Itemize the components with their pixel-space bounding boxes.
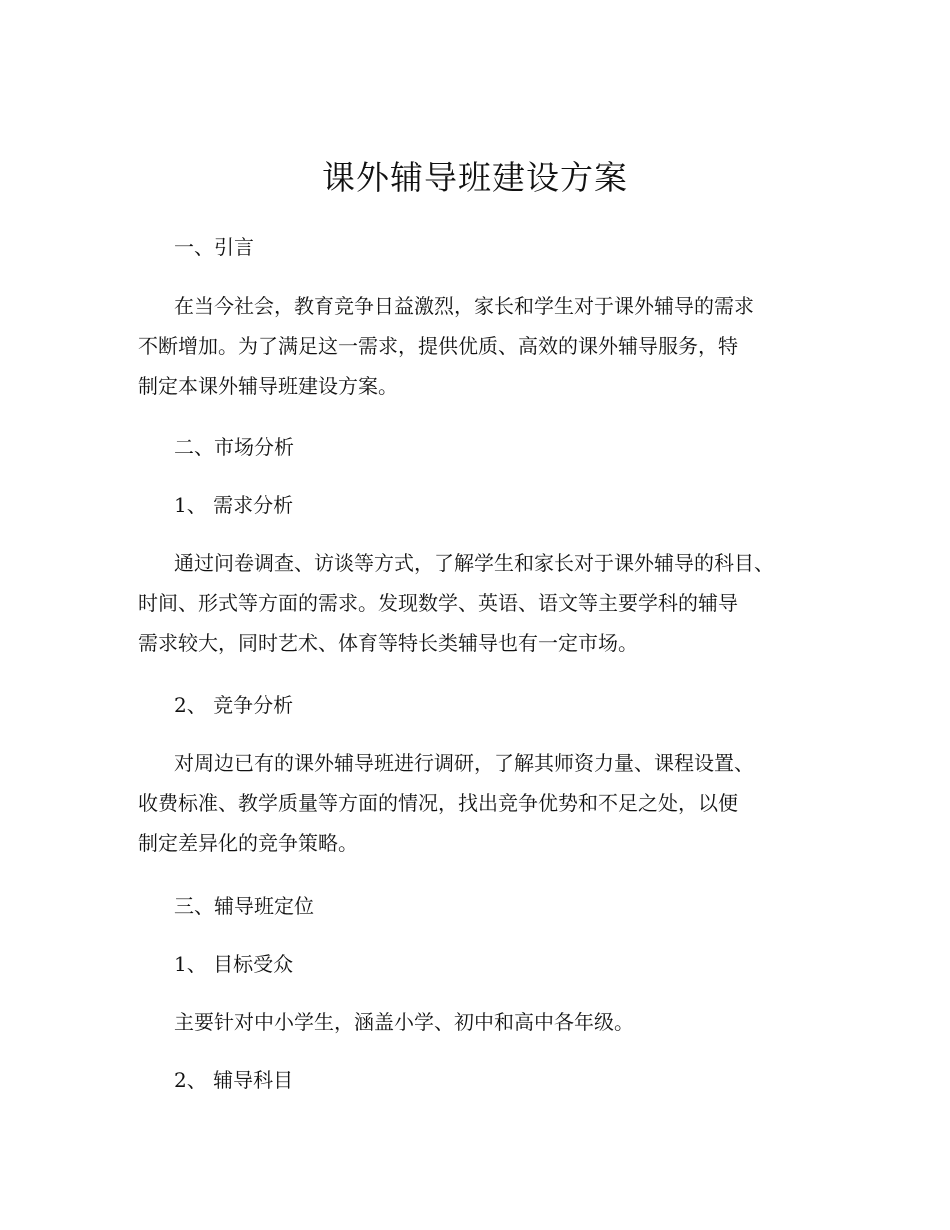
subheading-audience: 1、 目标受众 bbox=[174, 952, 294, 976]
paragraph-line: 制定本课外辅导班建设方案。 bbox=[138, 374, 398, 398]
paragraph-line: 需求较大，同时艺术、体育等特长类辅导也有一定市场。 bbox=[138, 631, 638, 655]
paragraph-line: 不断增加。为了满足这一需求，提供优质、高效的课外辅导服务，特 bbox=[138, 334, 738, 358]
subheading-subjects: 2、 辅导科目 bbox=[174, 1068, 294, 1092]
document-title: 课外辅导班建设方案 bbox=[322, 158, 628, 197]
paragraph-line: 对周边已有的课外辅导班进行调研，了解其师资力量、课程设置、 bbox=[174, 751, 754, 775]
subheading-demand: 1、 需求分析 bbox=[174, 493, 294, 517]
paragraph-competition bbox=[138, 743, 838, 863]
subheading-competition: 2、 竞争分析 bbox=[174, 693, 294, 717]
paragraph-intro bbox=[138, 286, 838, 406]
section-heading-market: 二、市场分析 bbox=[174, 435, 294, 459]
section-heading-positioning: 三、辅导班定位 bbox=[174, 894, 314, 918]
paragraph-line: 在当今社会，教育竞争日益激烈，家长和学生对于课外辅导的需求 bbox=[174, 294, 754, 318]
paragraph-line: 时间、形式等方面的需求。发现数学、英语、语文等主要学科的辅导 bbox=[138, 591, 738, 615]
paragraph-audience: 主要针对中小学生，涵盖小学、初中和高中各年级。 bbox=[174, 1010, 634, 1034]
paragraph-line: 通过问卷调查、访谈等方式，了解学生和家长对于课外辅导的科目、 bbox=[174, 551, 774, 575]
paragraph-line: 收费标准、教学质量等方面的情况，找出竞争优势和不足之处，以便 bbox=[138, 791, 738, 815]
paragraph-line: 制定差异化的竞争策略。 bbox=[138, 831, 358, 855]
section-heading-intro: 一、引言 bbox=[174, 235, 254, 259]
paragraph-demand bbox=[138, 543, 838, 663]
